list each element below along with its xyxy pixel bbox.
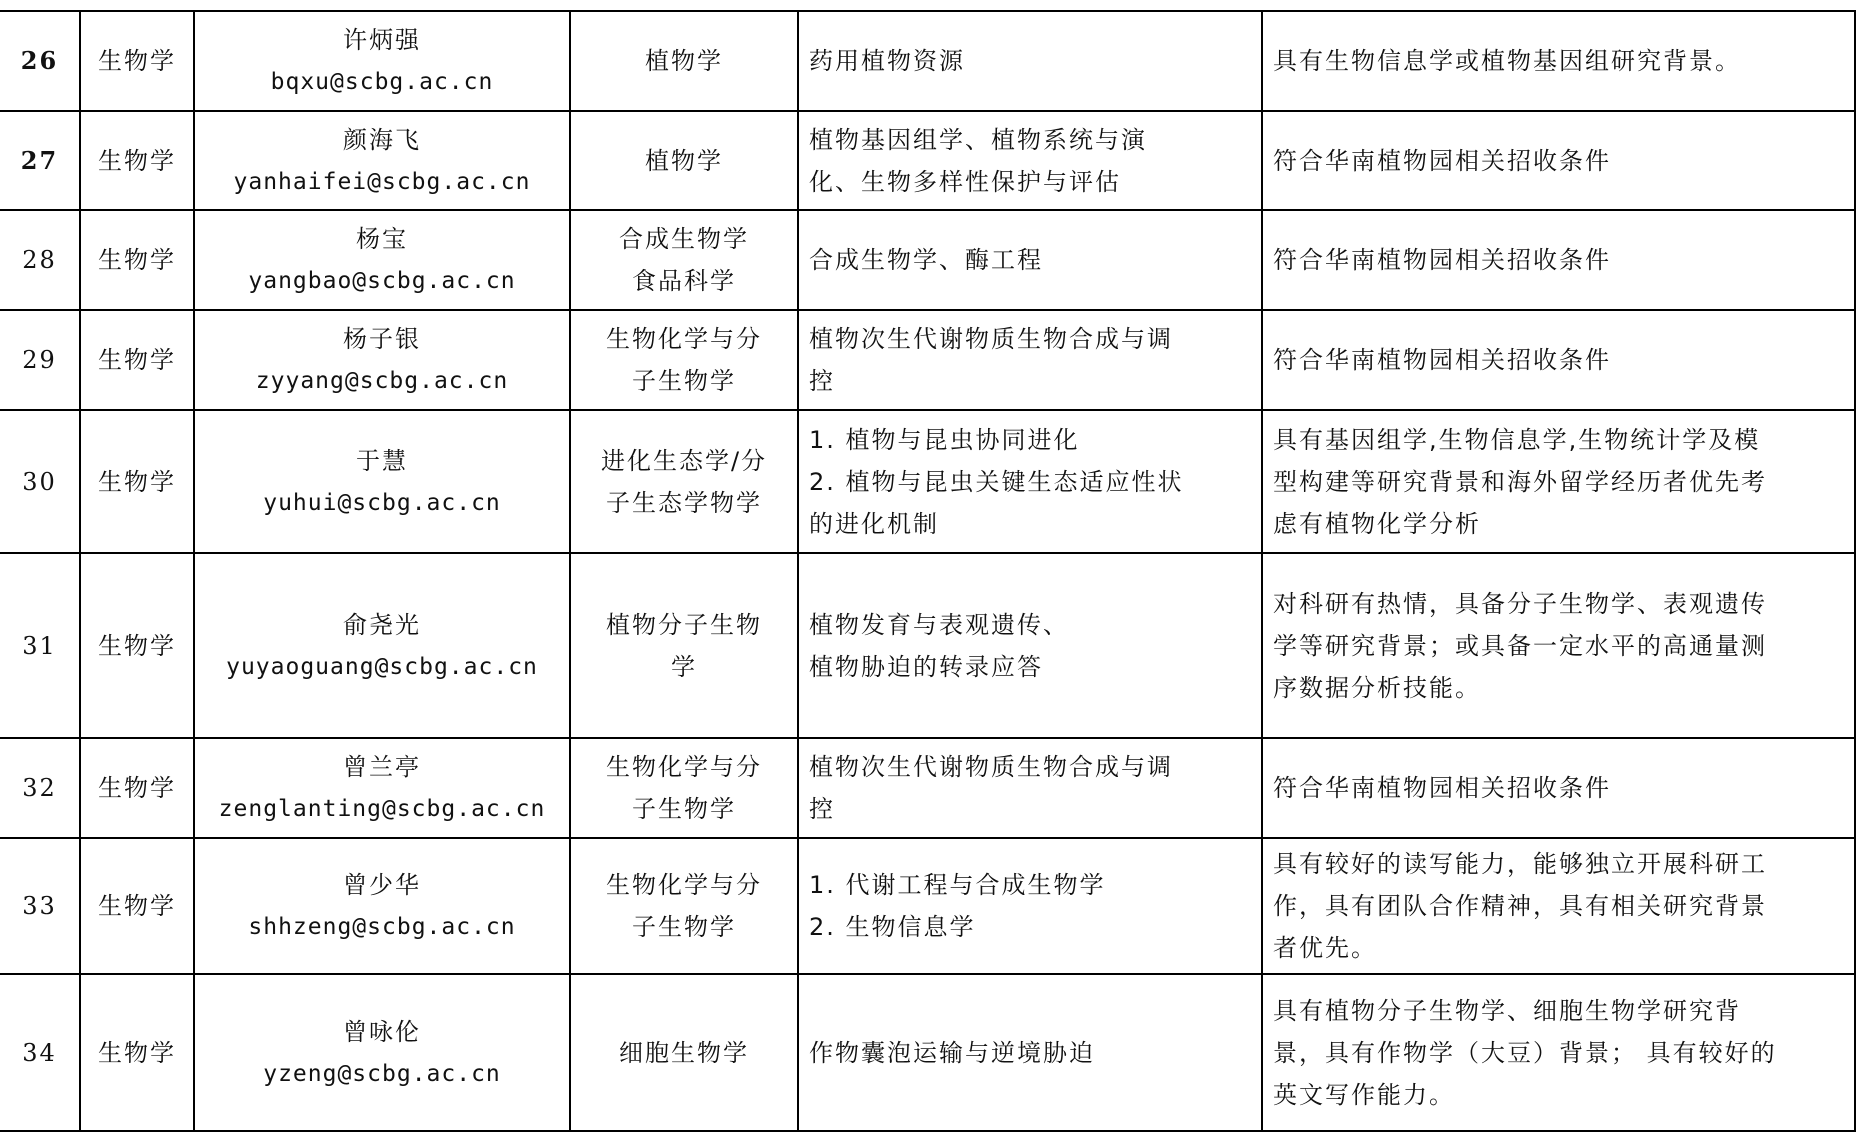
table-body bbox=[0, 11, 1855, 1131]
major-cell bbox=[570, 11, 798, 111]
row-number: 33 bbox=[0, 838, 80, 974]
supervisor-cell bbox=[194, 310, 570, 410]
table-row bbox=[0, 210, 1855, 310]
requirement-line: 具有生物信息学或植物基因组研究背景。 bbox=[1273, 47, 1741, 75]
research-direction-cell bbox=[798, 553, 1262, 738]
direction-line: 药用植物资源 bbox=[809, 47, 965, 75]
direction-line: 作物囊泡运输与逆境胁迫 bbox=[809, 1038, 1095, 1067]
table-row bbox=[0, 310, 1855, 410]
requirement-line: 型构建等研究背景和海外留学经历者优先考 bbox=[1273, 467, 1767, 496]
major-line: 生物化学与分 bbox=[606, 871, 762, 899]
subject-cell: 生物学 bbox=[80, 410, 194, 553]
major-cell bbox=[570, 838, 798, 974]
requirement-cell bbox=[1262, 553, 1855, 738]
requirement-line: 符合华南植物园相关招收条件 bbox=[1273, 346, 1611, 374]
research-direction-cell bbox=[798, 210, 1262, 310]
major-line: 植物学 bbox=[645, 47, 723, 75]
major-line: 生物化学与分 bbox=[606, 753, 762, 781]
research-direction-cell bbox=[798, 974, 1262, 1131]
requirement-cell bbox=[1262, 838, 1855, 974]
table-row bbox=[0, 838, 1855, 974]
supervisor-email: yuyaoguang@scbg.ac.cn bbox=[226, 653, 538, 680]
requirement-line: 者优先。 bbox=[1273, 934, 1377, 962]
major-line: 子生物学 bbox=[632, 795, 736, 823]
supervisor-cell bbox=[194, 11, 570, 111]
supervisor-cell bbox=[194, 838, 570, 974]
requirement-line: 对科研有热情，具备分子生物学、表观遗传 bbox=[1273, 589, 1767, 618]
research-direction-cell bbox=[798, 111, 1262, 210]
major-cell bbox=[570, 553, 798, 738]
row-number: 26 bbox=[0, 11, 80, 111]
direction-line: 植物胁迫的转录应答 bbox=[809, 652, 1043, 681]
major-line: 子生物学 bbox=[632, 367, 736, 395]
supervisor-email: yzeng@scbg.ac.cn bbox=[263, 1060, 501, 1087]
subject-cell: 生物学 bbox=[80, 11, 194, 111]
major-line: 细胞生物学 bbox=[619, 1038, 749, 1067]
direction-line: 植物次生代谢物质生物合成与调 bbox=[809, 325, 1173, 353]
supervisor-name: 曾咏伦 bbox=[343, 1017, 421, 1046]
research-direction-cell bbox=[798, 838, 1262, 974]
requirement-line: 学等研究背景；或具备一定水平的高通量测 bbox=[1273, 631, 1767, 660]
table-row bbox=[0, 11, 1855, 111]
major-line: 合成生物学 bbox=[619, 225, 749, 253]
direction-line: 1. 植物与昆虫协同进化 bbox=[809, 425, 1080, 454]
subject-cell: 生物学 bbox=[80, 838, 194, 974]
row-number: 27 bbox=[0, 111, 80, 210]
requirement-line: 虑有植物化学分析 bbox=[1273, 509, 1481, 538]
requirement-line: 作，具有团队合作精神，具有相关研究背景 bbox=[1273, 892, 1767, 920]
requirement-cell bbox=[1262, 738, 1855, 838]
supervisor-cell bbox=[194, 738, 570, 838]
requirement-line: 序数据分析技能。 bbox=[1273, 673, 1481, 702]
major-line: 生物化学与分 bbox=[606, 325, 762, 353]
direction-line: 植物基因组学、植物系统与演 bbox=[809, 125, 1147, 154]
supervisor-email: bqxu@scbg.ac.cn bbox=[270, 69, 494, 95]
supervisor-email: shhzeng@scbg.ac.cn bbox=[248, 914, 516, 940]
requirement-cell bbox=[1262, 11, 1855, 111]
supervisor-email: yuhui@scbg.ac.cn bbox=[263, 489, 501, 516]
supervisor-email: zyyang@scbg.ac.cn bbox=[255, 368, 509, 394]
direction-line: 1. 代谢工程与合成生物学 bbox=[809, 871, 1106, 899]
direction-line: 控 bbox=[809, 367, 835, 395]
supervisor-cell bbox=[194, 410, 570, 553]
requirement-line: 具有基因组学,生物信息学,生物统计学及模 bbox=[1273, 425, 1761, 454]
major-line: 子生物学 bbox=[632, 913, 736, 941]
major-line: 植物学 bbox=[645, 146, 723, 175]
supervisor-name: 俞尧光 bbox=[343, 610, 421, 639]
subject-cell: 生物学 bbox=[80, 553, 194, 738]
table-row bbox=[0, 974, 1855, 1131]
requirement-cell bbox=[1262, 310, 1855, 410]
row-number: 29 bbox=[0, 310, 80, 410]
major-line: 进化生态学/分 bbox=[600, 446, 768, 475]
requirement-line: 符合华南植物园相关招收条件 bbox=[1273, 246, 1611, 274]
supervisor-cell bbox=[194, 111, 570, 210]
research-direction-cell bbox=[798, 11, 1262, 111]
supervisor-cell bbox=[194, 553, 570, 738]
major-line: 学 bbox=[671, 652, 697, 681]
table-row bbox=[0, 111, 1855, 210]
subject-cell: 生物学 bbox=[80, 210, 194, 310]
requirement-cell bbox=[1262, 410, 1855, 553]
major-cell bbox=[570, 111, 798, 210]
row-number: 31 bbox=[0, 553, 80, 738]
requirement-line: 景，具有作物学（大豆）背景； 具有较好的 bbox=[1273, 1038, 1777, 1067]
table-row bbox=[0, 738, 1855, 838]
requirement-line: 符合华南植物园相关招收条件 bbox=[1273, 146, 1611, 175]
direction-line: 的进化机制 bbox=[809, 509, 939, 538]
direction-line: 2. 植物与昆虫关键生态适应性状 bbox=[809, 467, 1184, 496]
supervisor-email: yangbao@scbg.ac.cn bbox=[248, 268, 516, 294]
supervisor-name: 许炳强 bbox=[343, 26, 421, 54]
major-cell bbox=[570, 310, 798, 410]
direction-line: 植物发育与表观遗传、 bbox=[809, 610, 1069, 639]
direction-line: 合成生物学、酶工程 bbox=[809, 246, 1043, 274]
supervisor-name: 杨子银 bbox=[343, 325, 421, 353]
supervisor-name: 曾少华 bbox=[343, 871, 421, 899]
major-cell bbox=[570, 974, 798, 1131]
requirement-cell bbox=[1262, 210, 1855, 310]
requirement-line: 英文写作能力。 bbox=[1273, 1080, 1455, 1109]
major-cell bbox=[570, 210, 798, 310]
table-row bbox=[0, 553, 1855, 738]
requirement-cell bbox=[1262, 111, 1855, 210]
row-number: 34 bbox=[0, 974, 80, 1131]
requirement-line: 具有较好的读写能力，能够独立开展科研工 bbox=[1273, 850, 1767, 878]
subject-cell: 生物学 bbox=[80, 974, 194, 1131]
table-row bbox=[0, 410, 1855, 553]
major-line: 植物分子生物 bbox=[606, 610, 762, 639]
supervisor-name: 于慧 bbox=[356, 446, 408, 475]
row-number: 28 bbox=[0, 210, 80, 310]
supervisor-table bbox=[0, 10, 1856, 1132]
subject-cell: 生物学 bbox=[80, 111, 194, 210]
supervisor-email: zenglanting@scbg.ac.cn bbox=[218, 796, 546, 822]
major-cell bbox=[570, 410, 798, 553]
research-direction-cell bbox=[798, 410, 1262, 553]
major-cell bbox=[570, 738, 798, 838]
research-direction-cell bbox=[798, 310, 1262, 410]
requirement-cell bbox=[1262, 974, 1855, 1131]
supervisor-cell bbox=[194, 974, 570, 1131]
subject-cell: 生物学 bbox=[80, 738, 194, 838]
supervisor-name: 曾兰亭 bbox=[343, 753, 421, 781]
supervisor-email: yanhaifei@scbg.ac.cn bbox=[233, 168, 531, 195]
major-line: 食品科学 bbox=[632, 267, 736, 295]
subject-cell: 生物学 bbox=[80, 310, 194, 410]
supervisor-cell bbox=[194, 210, 570, 310]
requirement-line: 符合华南植物园相关招收条件 bbox=[1273, 774, 1611, 802]
direction-line: 控 bbox=[809, 795, 835, 823]
row-number: 30 bbox=[0, 410, 80, 553]
research-direction-cell bbox=[798, 738, 1262, 838]
supervisor-name: 杨宝 bbox=[356, 225, 408, 253]
direction-line: 化、生物多样性保护与评估 bbox=[809, 167, 1121, 196]
row-number: 32 bbox=[0, 738, 80, 838]
direction-line: 植物次生代谢物质生物合成与调 bbox=[809, 753, 1173, 781]
major-line: 子生态学物学 bbox=[606, 488, 762, 517]
supervisor-name: 颜海飞 bbox=[343, 125, 421, 154]
direction-line: 2. 生物信息学 bbox=[809, 913, 976, 941]
requirement-line: 具有植物分子生物学、细胞生物学研究背 bbox=[1273, 996, 1741, 1025]
